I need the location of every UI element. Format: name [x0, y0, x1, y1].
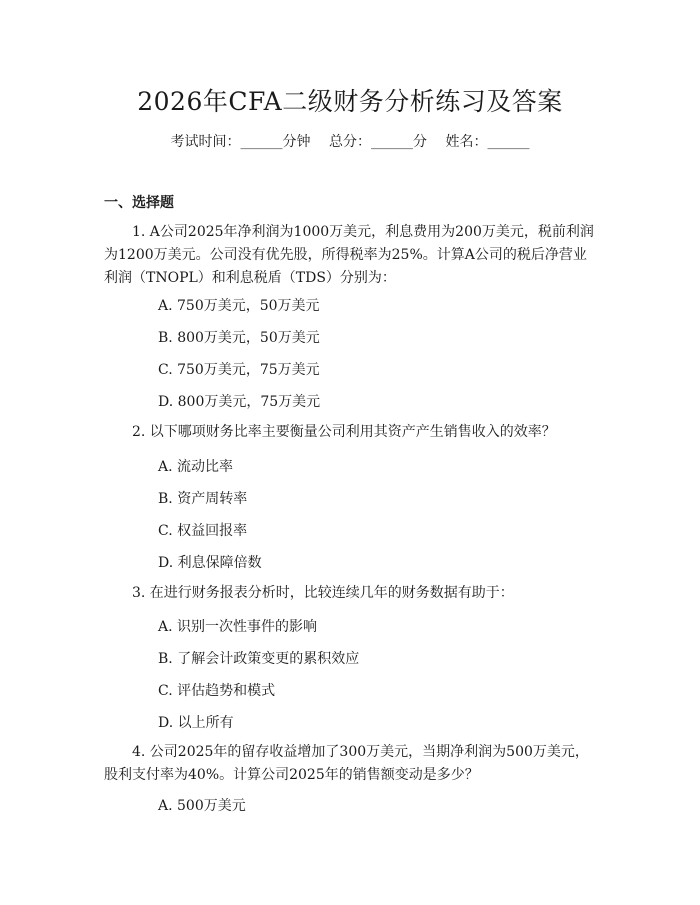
question-2-option-d: D. 利息保障倍数 [158, 555, 262, 571]
question-3-option-a: A. 识别一次性事件的影响 [158, 619, 318, 635]
question-3-option-d: D. 以上所有 [158, 715, 234, 731]
question-2: 2. 以下哪项财务比率主要衡量公司利用其资产产生销售收入的效率？ [132, 424, 556, 440]
section-heading: 一、选择题 [104, 195, 174, 211]
exam-score: 总分：______分 [329, 134, 427, 150]
question-1-option-d: D. 800万美元，75万美元 [158, 394, 321, 410]
question-4: 4. 公司2025年的留存收益增加了300万美元，当期净利润为500万美元，股利支付率为40%。计算公司2025年的销售额变动是多少？ [104, 744, 589, 783]
question-1-option-b: B. 800万美元，50万美元 [158, 330, 320, 346]
question-1: 1. A公司2025年净利润为1000万美元，利息费用为200万美元，税前利润为1200万美元。公司没有优先股，所得税率为25%。计算A公司的税后净营业利润（TNOPL）和利息税盾（TDS）分别为： [104, 224, 594, 286]
question-4-option-a: A. 500万美元 [158, 798, 246, 814]
question-1-option-c: C. 750万美元，75万美元 [158, 362, 320, 378]
question-2-option-a: A. 流动比率 [158, 459, 234, 475]
question-1-option-a: A. 750万美元，50万美元 [158, 298, 320, 314]
page-title: 2026年CFA二级财务分析练习及答案 [137, 87, 563, 116]
exam-time: 考试时间：______分钟 [170, 134, 311, 150]
question-3: 3. 在进行财务报表分析时，比较连续几年的财务数据有助于： [132, 585, 514, 601]
exam-name: 姓名：______ [445, 134, 530, 150]
question-2-option-c: C. 权益回报率 [158, 523, 248, 539]
exam-info [0, 131, 700, 151]
question-2-option-b: B. 资产周转率 [158, 491, 248, 507]
question-3-option-b: B. 了解会计政策变更的累积效应 [158, 651, 360, 667]
question-3-option-c: C. 评估趋势和模式 [158, 683, 276, 699]
